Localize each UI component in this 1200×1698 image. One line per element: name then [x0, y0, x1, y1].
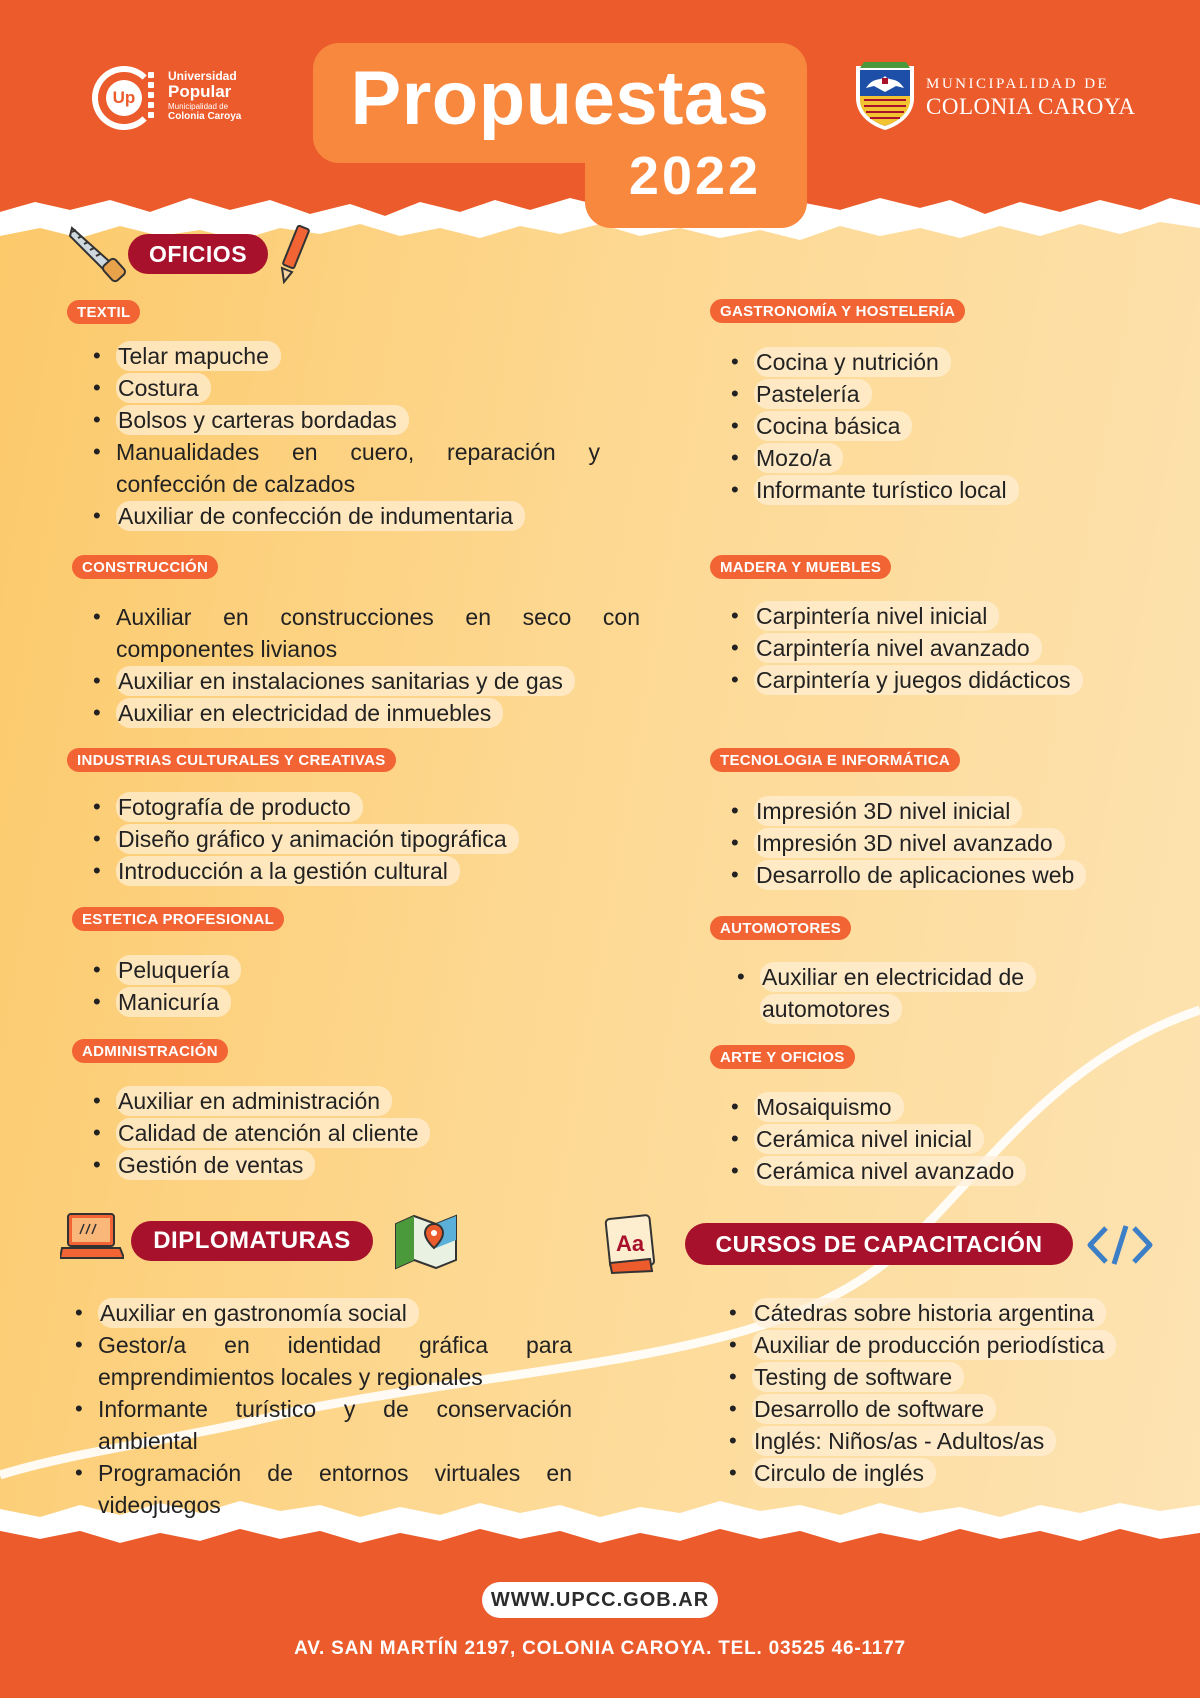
cursos-heading: CURSOS DE CAPACITACIÓN	[685, 1223, 1073, 1265]
list-item: • Calidad de atención al cliente	[90, 1117, 510, 1149]
tag-construccion: CONSTRUCCIÓN	[72, 555, 218, 579]
up-logo-line2: Popular	[168, 82, 232, 101]
svg-text:Aa: Aa	[616, 1231, 645, 1256]
list-diplomaturas	[72, 1297, 572, 1521]
code-icon	[1086, 1222, 1154, 1268]
list-item: • Auxiliar en electricidad de inmuebles	[90, 697, 640, 729]
list-item: • Pastelería	[728, 378, 1128, 410]
list-item: • Informante turístico local	[728, 474, 1128, 506]
list-item: • Informante turístico y de conservación ambiental	[72, 1393, 572, 1457]
list-item: • Telar mapuche	[90, 340, 600, 372]
list-construccion	[90, 601, 640, 729]
diplomaturas-heading: DIPLOMATURAS	[131, 1221, 373, 1261]
list-item: • Desarrollo de software	[726, 1393, 1156, 1425]
list-item: • Testing de software	[726, 1361, 1156, 1393]
list-item: • Cerámica nivel avanzado	[728, 1155, 1148, 1187]
list-automotores	[734, 961, 1034, 1025]
list-item: • Diseño gráfico y animación tipográfica	[90, 823, 610, 855]
map-icon	[392, 1210, 460, 1270]
list-industrias-culturales	[90, 791, 610, 887]
list-item: • Cátedras sobre historia argentina	[726, 1297, 1156, 1329]
tag-estetica-profesional: ESTETICA PROFESIONAL	[72, 907, 284, 931]
universidad-popular-logo	[92, 62, 262, 132]
municipal-shield-icon	[852, 60, 918, 132]
list-item: • Auxiliar en instalaciones sanitarias y de gas	[90, 665, 640, 697]
up-logo-line3: Municipalidad de	[168, 102, 229, 111]
list-item: • Auxiliar de producción periodística	[726, 1329, 1156, 1361]
list-item: • Desarrollo de aplicaciones web	[728, 859, 1148, 891]
list-item: • Auxiliar en administración	[90, 1085, 510, 1117]
list-item: • Auxiliar en construcciones en seco con componentes livianos	[90, 601, 640, 665]
tag-automotores: AUTOMOTORES	[710, 916, 851, 940]
page-year: 2022	[628, 146, 762, 206]
list-item: • Gestión de ventas	[90, 1149, 510, 1181]
list-item: • Auxiliar de confección de indumentaria	[90, 500, 600, 532]
footer-address: AV. SAN MARTÍN 2197, COLONIA CAROYA. TEL. 03525 46-1177	[294, 1638, 906, 1659]
list-item: • Bolsos y carteras bordadas	[90, 404, 600, 436]
list-item: • Mozo/a	[728, 442, 1128, 474]
list-gastronomia	[728, 346, 1128, 506]
list-item: • Peluquería	[90, 954, 390, 986]
list-arte-oficios	[728, 1091, 1148, 1187]
municipalidad-line2: COLONIA CAROYA	[926, 94, 1136, 119]
tag-industrias-culturales: INDUSTRIAS CULTURALES Y CREATIVAS	[67, 748, 396, 772]
tag-gastronomia: GASTRONOMÍA Y HOSTELERÍA	[710, 299, 965, 323]
list-item: • Cocina básica	[728, 410, 1128, 442]
list-administracion	[90, 1085, 510, 1181]
list-item: • Cocina y nutrición	[728, 346, 1128, 378]
dictionary-icon	[600, 1213, 660, 1275]
list-item: • Mosaiquismo	[728, 1091, 1148, 1123]
list-item: • Introducción a la gestión cultural	[90, 855, 610, 887]
tag-arte-oficios: ARTE Y OFICIOS	[710, 1045, 855, 1069]
list-item: • Costura	[90, 372, 600, 404]
page-title: Propuestas	[350, 56, 770, 141]
list-item: • Circulo de inglés	[726, 1457, 1156, 1489]
list-item: • Impresión 3D nivel avanzado	[728, 827, 1148, 859]
up-logo-text	[168, 70, 241, 122]
website-link[interactable]: WWW.UPCC.GOB.AR	[482, 1582, 718, 1618]
municipalidad-logo	[852, 60, 1142, 135]
up-logo-line1: Universidad	[168, 69, 237, 83]
list-item: • Carpintería y juegos didácticos	[728, 664, 1148, 696]
tag-tecnologia: TECNOLOGIA E INFORMÁTICA	[710, 748, 960, 772]
list-item: • Impresión 3D nivel inicial	[728, 795, 1148, 827]
tag-textil: TEXTIL	[67, 300, 140, 324]
list-item: • Manicuría	[90, 986, 390, 1018]
laptop-icon	[60, 1212, 124, 1264]
municipalidad-line1: MUNICIPALIDAD DE	[926, 76, 1110, 92]
list-item: • Cerámica nivel inicial	[728, 1123, 1148, 1155]
municipalidad-text	[926, 76, 1136, 120]
up-logo-line4: Colonia Caroya	[168, 111, 242, 122]
tag-administracion: ADMINISTRACIÓN	[72, 1039, 228, 1063]
list-item: • Carpintería nivel inicial	[728, 600, 1148, 632]
list-item: • Fotografía de producto	[90, 791, 610, 823]
list-item: • Carpintería nivel avanzado	[728, 632, 1148, 664]
saw-icon	[66, 222, 128, 284]
up-logo-mark: Up	[106, 80, 142, 116]
list-item: • Manualidades en cuero, reparación y confección de calzados	[90, 436, 600, 500]
list-tecnologia	[728, 795, 1148, 891]
list-item: • Auxiliar en electricidad de automotores	[734, 961, 1034, 1025]
list-madera	[728, 600, 1148, 696]
list-item: • Inglés: Niños/as - Adultos/as	[726, 1425, 1156, 1457]
tag-madera-muebles: MADERA Y MUEBLES	[710, 555, 891, 579]
list-estetica	[90, 954, 390, 1018]
pencil-icon	[272, 222, 318, 284]
list-textil	[90, 340, 600, 532]
list-item: • Auxiliar en gastronomía social	[72, 1297, 572, 1329]
list-item: • Gestor/a en identidad gráfica para emprendimientos locales y regionales	[72, 1329, 572, 1393]
oficios-heading: OFICIOS	[128, 234, 268, 274]
list-item: • Programación de entornos virtuales en videojuegos	[72, 1457, 572, 1521]
up-logo-dots	[142, 68, 162, 128]
list-cursos	[726, 1297, 1156, 1489]
